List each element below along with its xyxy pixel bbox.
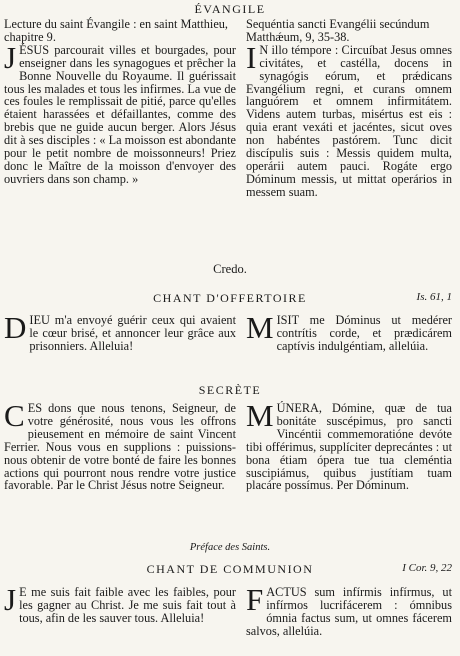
communion-heading: CHANT DE COMMUNION [146,562,314,576]
communion-latin-dropcap: F [246,582,264,617]
communion-latin-body: ACTUS sum infírmis infírmus, ut infírmos lucrifácerem : ómnibus ómnia factus sum, ut omnes fácerem salvos, allelúia. [246,585,452,638]
offertoire-reference: Is. 61, 1 [416,291,452,303]
offertoire-latin-body: ISIT me Dóminus ut medérer contrítis corde, et prædicárem captívis indulgéntiam, allelúia. [276,313,452,353]
secrete-french-dropcap: C [4,398,25,433]
evangile-heading: ÉVANGILE [194,2,266,16]
secrete-french-text [4,398,236,493]
evangile-french-dropcap: J [4,39,17,75]
communion-latin-text [246,582,452,638]
evangile-french-intro: Lecture du saint Évangile : en saint Matthieu, chapitre 9. [4,17,229,44]
secrete-latin-body: ÚNERA, Dómine, quæ de tua bonitáte suscépimus, pro sancti Vincéntii commemoratióne devóte tibi offérimus, supplíciter deprecántes : ut bona étiam ópera tue tua cleméntia suscipiámus, quibus justítiam tuam placáre possímus. Per Dóminum. [246,401,452,493]
offertoire-french-text [4,310,236,353]
secrete-latin-dropcap: M [246,398,274,433]
offertoire-latin-text [246,310,452,353]
credo-label: Credo. [213,262,247,276]
communion-french-text [4,582,236,625]
evangile-latin-body: N illo témpore : Circuíbat Jesus omnes civitátes, et castélla, docens in synagógis eórum, et prǽdicans Evangélium regni, et curans omnem languórem et omnem infirmitátem. Videns autem turbas, misértus est eis : quia erant vexáti et jacéntes, sicut oves non habéntes pastórem. Tunc dicit discípulis suis : Messis quidem multa, operárii autem pauci. Rogáte ergo Dóminum messis, ut mittat operários in messem suam. [246,42,452,199]
offertoire-heading: CHANT D'OFFERTOIRE [153,291,307,305]
evangile-french-text [4,18,236,186]
communion-french-dropcap: J [4,582,17,617]
offertoire-latin-dropcap: M [246,310,274,345]
evangile-french-body: ÉSUS parcourait villes et bourgades, pour enseigner dans les synagogues et prêcher la Bonne Nouvelle du Royaume. Il guérissait tous les malades et tous les infirmes. La vue de ces foules le remplissait de pitié, parce qu'elles étaient harassées et défaillantes, comme des brebis que ne guide aucun berger. Alors Jésus dit à ses disciples : « La moisson est abondante pour le petit nombre de moissonneurs! Priez donc le Maître de la moisson d'envoyer des ouvriers dans son champ. » [4,42,236,186]
evangile-latin-intro: Sequéntia sancti Evangélii secúndum Matthǽum, 9, 35-38. [246,17,430,44]
secrete-latin-text [246,398,452,493]
communion-reference: I Cor. 9, 22 [402,562,452,574]
secrete-french-body: ES dons que nous tenons, Seigneur, de votre générosité, nous vous les offrons pieusement en mémoire de saint Vincent Ferrier. Nous vous en supplions : puissions-nous obtenir de votre bonté de faire les bonnes actions qui pourront nous rendre votre justice favorable. Par le Christ Jésus notre Seigneur. [4,401,236,493]
offertoire-french-body: IEU m'a envoyé guérir ceux qui avaient le cœur brisé, et annoncer leur grâce aux prisonniers. Alleluia! [29,313,236,353]
offertoire-french-dropcap: D [4,310,27,345]
preface-label: Préface des Saints. [189,542,271,553]
evangile-latin-dropcap: I [246,39,257,75]
evangile-latin-text [246,18,452,199]
communion-french-body: E me suis fait faible avec les faibles, pour les gagner au Christ. Je me suis fait tout à tous, afin de les sauver tous. Alleluia! [19,585,236,625]
secrete-heading: SECRÈTE [198,383,262,397]
